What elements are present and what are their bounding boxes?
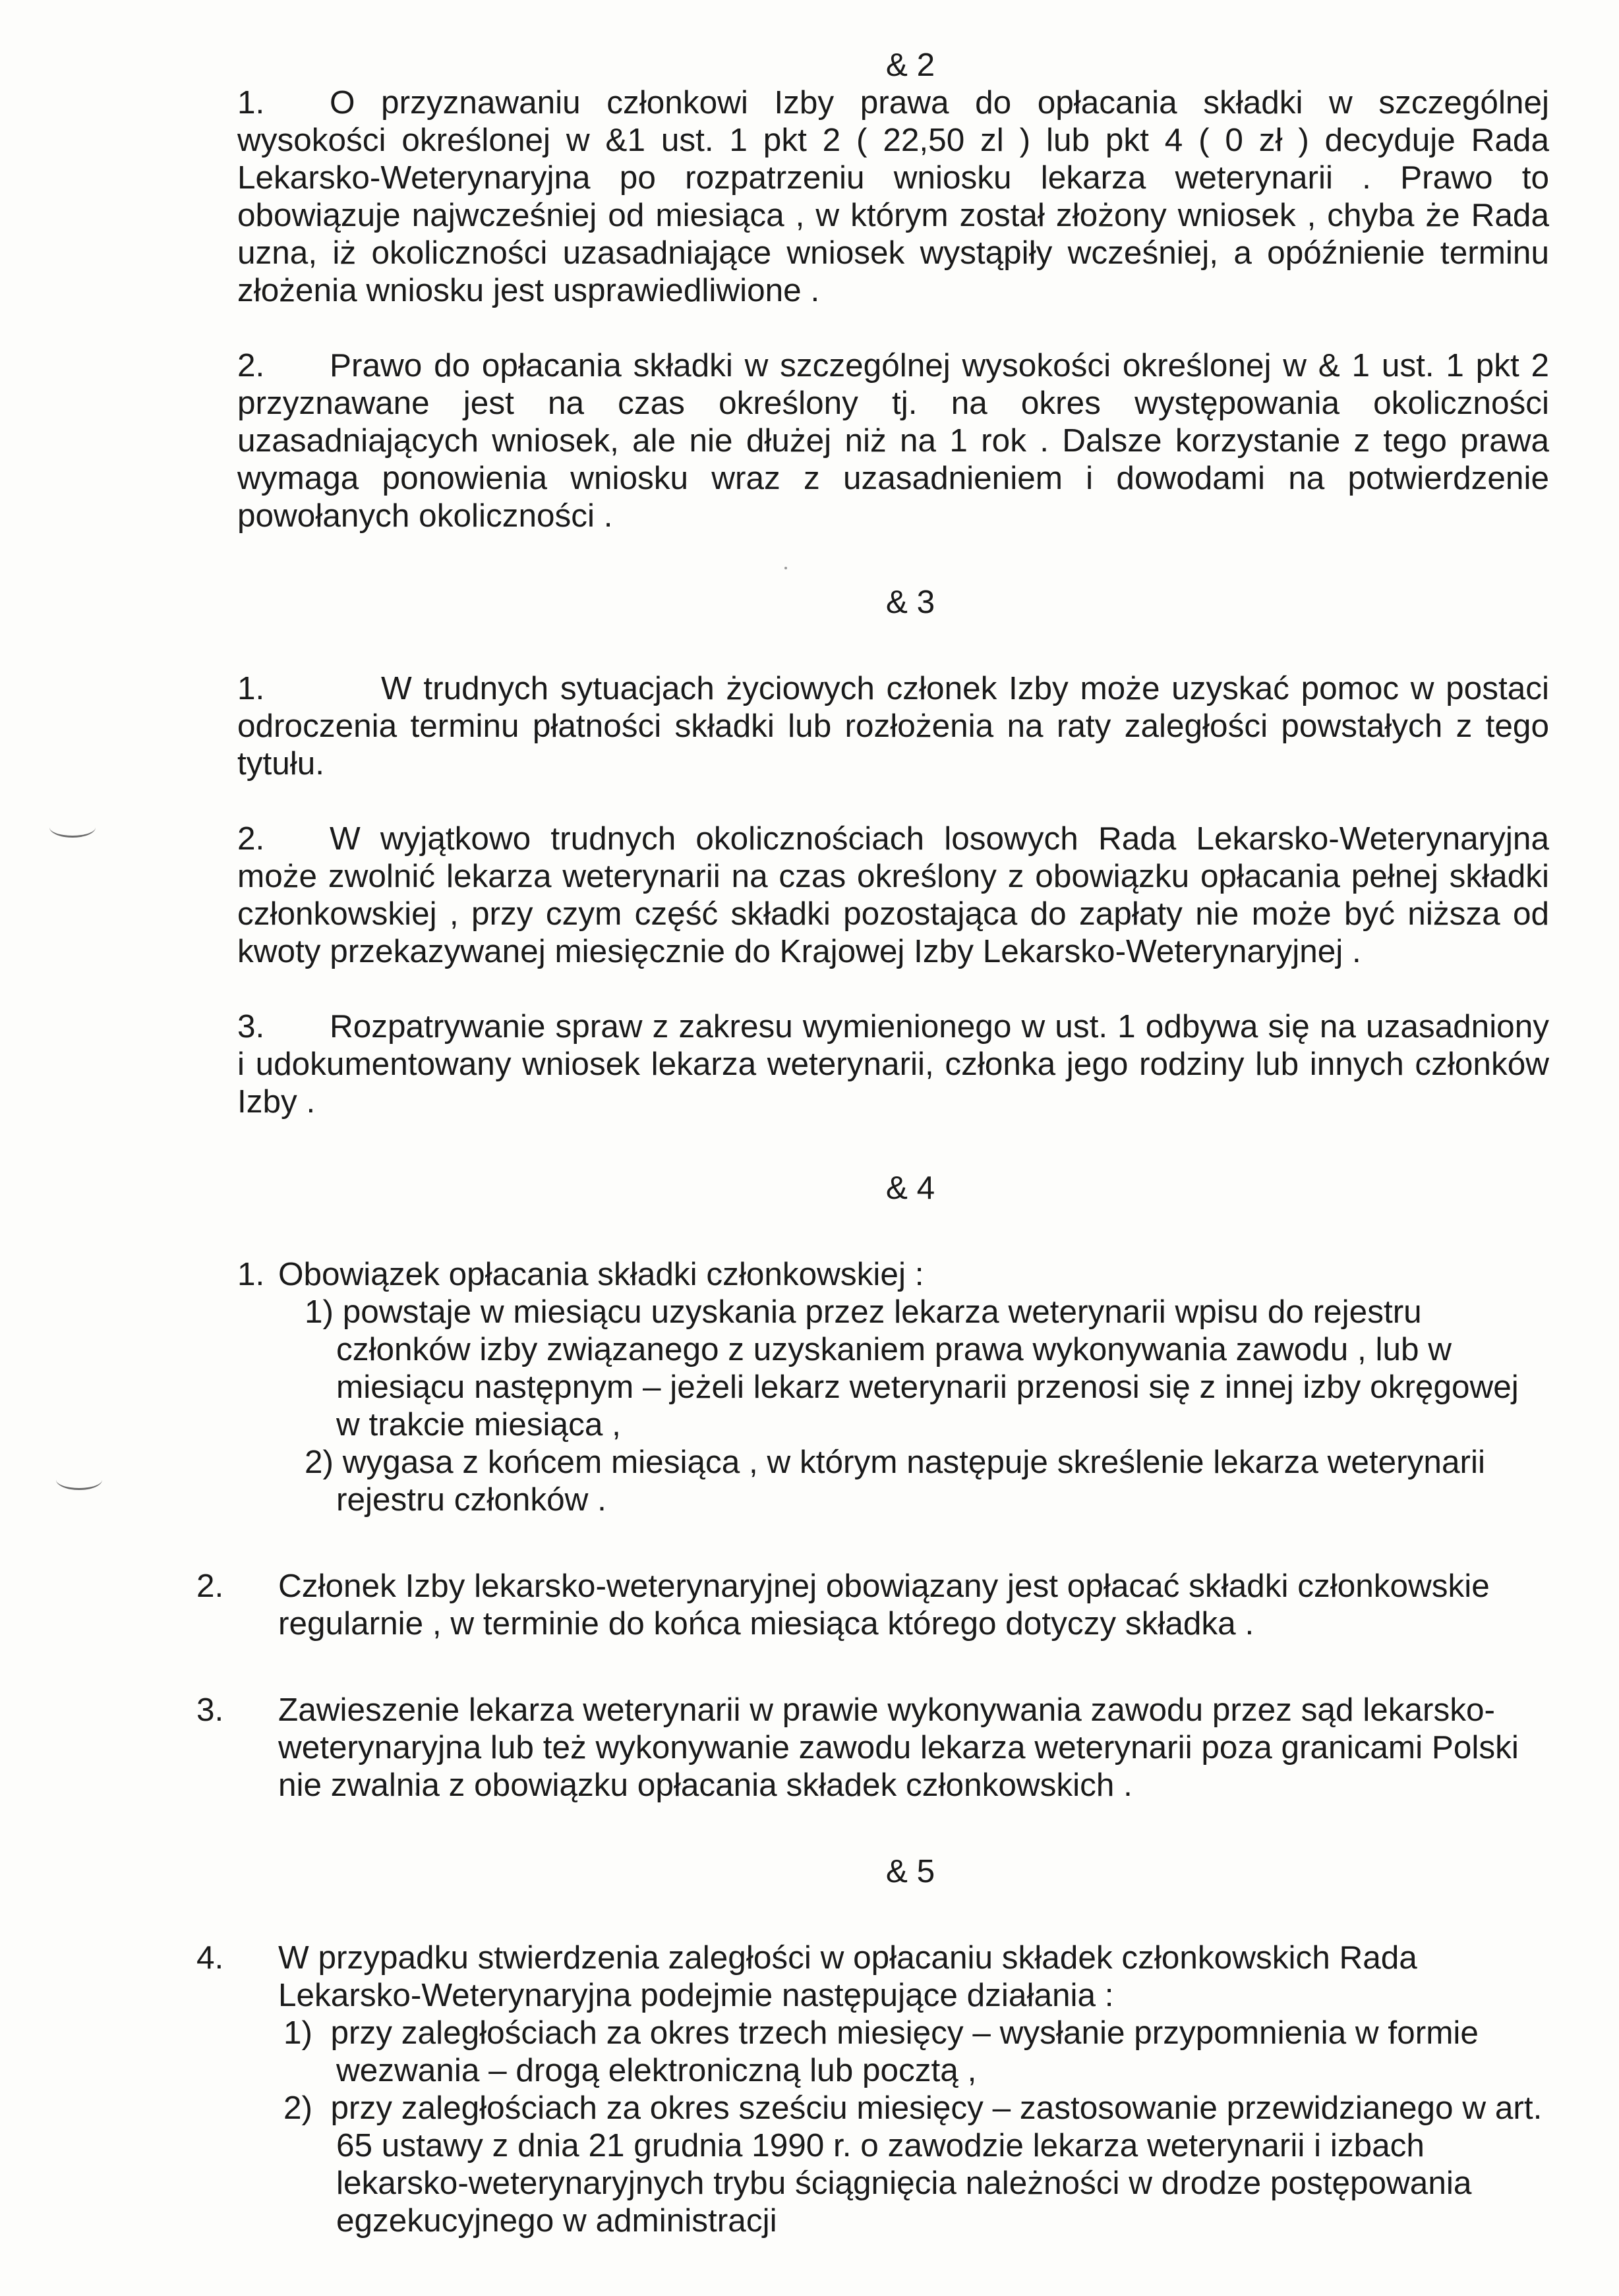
- paragraph-text: W trudnych sytuacjach życiowych członek Izby może uzyskać pomoc w postaci odroczenia terminu płatności składki lub rozłożenia na raty zaległości powstałych z tego tytułu.: [237, 670, 1549, 782]
- item-number: 2): [283, 2090, 313, 2126]
- item-number: 2): [305, 1444, 334, 1480]
- paragraph-number: 3.: [196, 1692, 224, 1728]
- item-text: przy zaległościach za okres trzech miesięcy – wysłanie przypomnienia w formie wezwania – drogą elektroniczną lub pocztą ,: [330, 2015, 1479, 2088]
- s5-item-2: [237, 2089, 1549, 2239]
- punch-hole-mark-top: [49, 817, 96, 838]
- punch-hole-mark-bottom: [56, 1470, 102, 1490]
- paragraph-text: W wyjątkowo trudnych okolicznościach losowych Rada Lekarsko-Weterynaryjna może zwolnić lekarza weterynarii na czas określony z obowiązku opłacania pełnej składki członkowskiej , przy czym część składki pozostająca do zapłaty nie może być niższa od kwoty przekazywanej miesięcznie do Krajowej Izby Lekarsko-Weterynaryjnej .: [237, 820, 1549, 969]
- paragraph-number: 2.: [237, 347, 265, 384]
- paragraph-number: 2.: [237, 820, 265, 857]
- s4-item-2: [237, 1443, 1549, 1518]
- item-number: 1): [305, 1294, 334, 1330]
- paragraph-text: Rozpatrywanie spraw z zakresu wymienionego w ust. 1 odbywa się na uzasadniony i udokumentowany wniosek lekarza weterynarii, członka jego rodziny lub innych członków Izby .: [237, 1008, 1549, 1120]
- paragraph-number: 1.: [237, 1256, 265, 1292]
- s3-paragraph-2: [237, 820, 1549, 970]
- s2-paragraph-1: [237, 84, 1549, 309]
- s3-paragraph-1: [237, 670, 1549, 782]
- section-heading-2: & 2: [885, 47, 935, 83]
- item-text: przy zaległościach za okres sześciu miesięcy – zastosowanie przewidzianego w art. 65 ustawy z dnia 21 grudnia 1990 r. o zawodzie lekarza weterynarii i izbach lekarsko-weterynaryjnych trybu ściągnięcia należności w drodze postępowania egzekucyjnego w administracji: [330, 2090, 1543, 2239]
- document-page: [196, 46, 1549, 2239]
- s4-paragraph-2: [196, 1567, 1549, 1642]
- paragraph-text: Członek Izby lekarsko-weterynaryjnej obowiązany jest opłacać składki członkowskie regularnie , w terminie do końca miesiąca którego dotyczy składka .: [278, 1568, 1490, 1642]
- paragraph-number: 4.: [196, 1939, 224, 1976]
- s4-paragraph-3: [196, 1691, 1549, 1804]
- paragraph-number: 3.: [237, 1008, 265, 1045]
- paragraph-text: W przypadku stwierdzenia zaległości w opłacaniu składek członkowskich Rada Lekarsko-Weterynaryjna podejmie następujące działania :: [278, 1939, 1417, 2013]
- item-text: powstaje w miesiącu uzyskania przez lekarza weterynarii wpisu do rejestru członków izby związanego z uzyskaniem prawa wykonywania zawodu , lub w miesiącu następnym – jeżeli lekarz weterynarii przenosi się z innej izby okręgowej w trakcie miesiąca ,: [336, 1294, 1519, 1443]
- s5-paragraph-4: [196, 1939, 1549, 2014]
- item-number: 1): [283, 2015, 313, 2051]
- paragraph-number: 2.: [196, 1568, 224, 1604]
- paragraph-number: 1.: [237, 84, 265, 121]
- s5-item-1: [237, 2014, 1549, 2089]
- paragraph-text: Obowiązek opłacania składki członkowskiej :: [278, 1256, 924, 1292]
- paragraph-text: O przyznawaniu członkowi Izby prawa do opłacania składki w szczególnej wysokości określonej w &1 ust. 1 pkt 2 ( 22,50 zl ) lub pkt 4 ( 0 zł ) decyduje Rada Lekarsko-Weterynaryjna po rozpatrzeniu wniosku lekarza weterynarii . Prawo to obowiązuje najwcześniej od miesiąca , w którym został złożony wniosek , chyba że Rada uzna, iż okoliczności uzasadniające wniosek wystąpiły wcześniej, a opóźnienie terminu złożenia wniosku jest usprawiedliwione .: [237, 84, 1549, 308]
- paragraph-number: 1.: [237, 670, 265, 706]
- s4-item-1: [237, 1293, 1549, 1443]
- s2-paragraph-2: [237, 347, 1549, 534]
- item-text: wygasa z końcem miesiąca , w którym następuje skreślenie lekarza weterynarii rejestru członków .: [336, 1444, 1485, 1518]
- section-heading-5: & 5: [885, 1853, 935, 1889]
- s3-paragraph-3: [237, 1008, 1549, 1120]
- paragraph-text: Prawo do opłacania składki w szczególnej wysokości określonej w & 1 ust. 1 pkt 2 przyznawane jest na czas określony tj. na okres występowania okoliczności uzasadniających wniosek, ale nie dłużej niż na 1 rok . Dalsze korzystanie z tego prawa wymaga ponowienia wniosku wraz z uzasadnieniem i dowodami na potwierdzenie powołanych okoliczności .: [237, 347, 1549, 534]
- paragraph-text: Zawieszenie lekarza weterynarii w prawie wykonywania zawodu przez sąd lekarsko-weterynaryjna lub też wykonywanie zawodu lekarza weterynarii poza granicami Polski nie zwalnia z obowiązku opłacania składek członkowskich .: [278, 1692, 1519, 1803]
- section-heading-3: & 3: [885, 584, 935, 620]
- section-heading-4: & 4: [885, 1170, 935, 1206]
- s4-paragraph-1: [237, 1255, 1549, 1293]
